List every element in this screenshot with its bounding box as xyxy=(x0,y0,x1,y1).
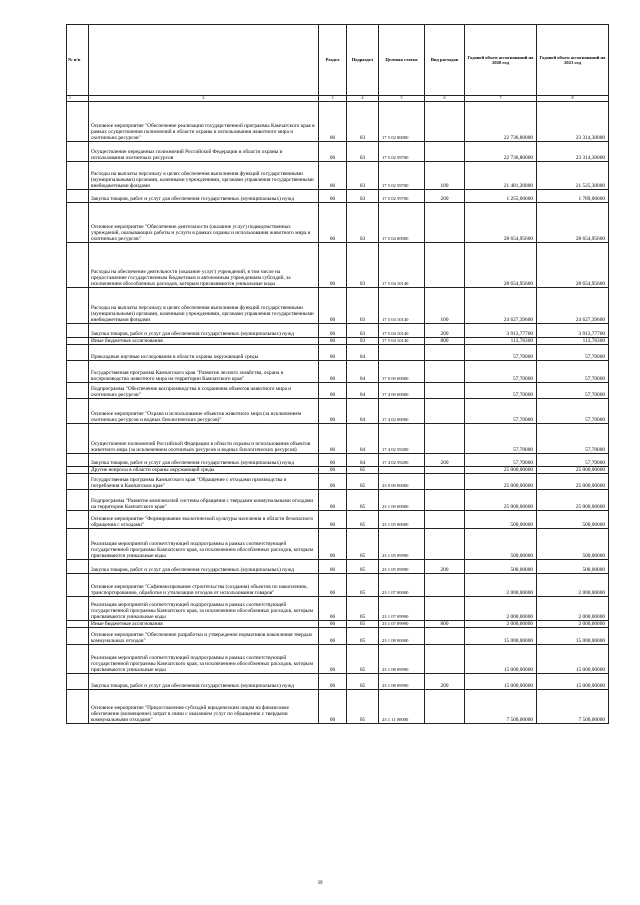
razdel-cell: 06 xyxy=(319,620,347,627)
row-name-cell: Другие вопросы в области охраны окружающей среды xyxy=(89,466,319,473)
row-number-cell xyxy=(67,559,89,573)
row-number-cell xyxy=(67,596,89,620)
table-row xyxy=(67,202,609,242)
razdel-cell: 06 xyxy=(319,337,347,344)
podrazdel-cell: 04 xyxy=(347,398,379,423)
razdel-cell: 06 xyxy=(319,573,347,596)
col-number: 4 xyxy=(347,96,379,102)
razdel-cell: 06 xyxy=(319,453,347,466)
volume-2021-cell: 3 913,77700 xyxy=(537,323,609,337)
razdel-cell: 06 xyxy=(319,673,347,689)
volume-2020-cell: 15 000,00000 xyxy=(465,644,537,673)
table-row xyxy=(67,337,609,344)
podrazdel-cell: 03 xyxy=(347,287,379,323)
expense-type-cell: 800 xyxy=(425,337,465,344)
podrazdel-cell: 05 xyxy=(347,473,379,489)
header-target-article: Целевая статья xyxy=(379,25,425,96)
volume-2020-cell: 500,00000 xyxy=(465,528,537,559)
expense-type-cell xyxy=(425,202,465,242)
expense-type-cell: 200 xyxy=(425,673,465,689)
volume-2020-cell: 28 654,95600 xyxy=(465,242,537,287)
razdel-cell: 06 xyxy=(319,398,347,423)
podrazdel-cell: 03 xyxy=(347,189,379,202)
row-number-cell xyxy=(67,242,89,287)
razdel-cell: 06 xyxy=(319,344,347,360)
row-number-cell xyxy=(67,627,89,644)
table-row xyxy=(67,627,609,644)
row-number-cell xyxy=(67,510,89,528)
table-row xyxy=(67,453,609,466)
volume-2020-cell: 2 000,00000 xyxy=(465,620,537,627)
target-article-cell: 17 5 04 00000 xyxy=(379,202,425,242)
row-number-cell xyxy=(67,473,89,489)
expense-type-cell xyxy=(425,466,465,473)
razdel-cell: 06 xyxy=(319,382,347,398)
row-name-cell: Основное мероприятие "Обеспечение разработки и утверждение нормативов накопления твердых коммунальных отходов" xyxy=(89,627,319,644)
volume-2020-cell: 500,00000 xyxy=(465,510,537,528)
target-article-cell: 23 1 07 00000 xyxy=(379,573,425,596)
row-name-cell: Основное мероприятие "Обеспечение деятельности (оказание услуг) подведомственных учреждений, оказывающих работы и услуги в рамках охраны и использования животного мира и охотничьих ресурсов" xyxy=(89,202,319,242)
razdel-cell: 06 xyxy=(319,473,347,489)
razdel-cell: 06 xyxy=(319,323,347,337)
row-number-cell xyxy=(67,620,89,627)
row-name-cell: Реализация мероприятий соответствующей подпрограммы в рамках соответствующей государственной программы Камчатского края, за исключением обособленных расходов, которым присваиваются уникальные коды xyxy=(89,528,319,559)
podrazdel-cell: 05 xyxy=(347,510,379,528)
table-row xyxy=(67,398,609,423)
volume-2021-cell: 28 654,95600 xyxy=(537,202,609,242)
row-number-cell xyxy=(67,141,89,161)
volume-2020-cell: 2 000,00000 xyxy=(465,596,537,620)
volume-2020-cell: 500,00000 xyxy=(465,559,537,573)
budget-table xyxy=(66,24,609,724)
page-number: 39 xyxy=(317,881,323,886)
col-number: 6 xyxy=(425,96,465,102)
row-number-cell xyxy=(67,382,89,398)
row-name-cell: Закупка товаров, работ и услуг для обеспечения государственных (муниципальных) нужд xyxy=(89,323,319,337)
volume-2020-cell: 22 736,80000 xyxy=(465,141,537,161)
volume-2021-cell: 24 627,39600 xyxy=(537,287,609,323)
podrazdel-cell: 03 xyxy=(347,161,379,189)
razdel-cell: 06 xyxy=(319,202,347,242)
target-article-cell: 23 1 05 09990 xyxy=(379,528,425,559)
podrazdel-cell: 05 xyxy=(347,689,379,723)
header-volume-2021: Годовой объем ассигнований на 2021 год xyxy=(537,25,609,96)
volume-2020-cell: 25 000,00000 xyxy=(465,489,537,510)
target-article-cell: 23 1 05 00000 xyxy=(379,510,425,528)
volume-2021-cell: 25 000,00000 xyxy=(537,466,609,473)
table-row xyxy=(67,689,609,723)
target-article-cell: 17 5 02 59700 xyxy=(379,189,425,202)
podrazdel-cell: 04 xyxy=(347,423,379,453)
volume-2021-cell: 25 000,00000 xyxy=(537,473,609,489)
volume-2020-cell: 25 000,00000 xyxy=(465,466,537,473)
volume-2021-cell: 500,00000 xyxy=(537,559,609,573)
target-article-cell xyxy=(379,344,425,360)
volume-2020-cell: 24 627,39600 xyxy=(465,287,537,323)
table-row xyxy=(67,510,609,528)
table-row xyxy=(67,528,609,559)
podrazdel-cell: 04 xyxy=(347,360,379,382)
podrazdel-cell: 05 xyxy=(347,573,379,596)
podrazdel-cell: 05 xyxy=(347,466,379,473)
razdel-cell: 06 xyxy=(319,141,347,161)
volume-2020-cell: 3 913,77700 xyxy=(465,323,537,337)
row-name-cell: Подпрограмма "Развитие комплексной системы обращения с твердыми коммунальными отходами на территории Камчатского края" xyxy=(89,489,319,510)
volume-2021-cell: 113,78300 xyxy=(537,337,609,344)
row-name-cell: Расходы на обеспечение деятельности (оказание услуг) учреждений, в том числе на предоставление государственным бюджетным и автономным учреждениям субсидий, за исключением обособленных расходов, которым присваиваются уникальные коды xyxy=(89,242,319,287)
volume-2021-cell: 500,00000 xyxy=(537,510,609,528)
podrazdel-cell: 04 xyxy=(347,344,379,360)
row-name-cell: Реализация мероприятий соответствующей подпрограммы в рамках соответствующей государственной программы Камчатского края, за исключением обособленных расходов, которым присваиваются уникальные коды xyxy=(89,644,319,673)
row-number-cell xyxy=(67,453,89,466)
razdel-cell: 06 xyxy=(319,287,347,323)
expense-type-cell: 200 xyxy=(425,323,465,337)
target-article-cell: 17 5 04 10140 xyxy=(379,287,425,323)
col-number: 5 xyxy=(379,96,425,102)
volume-2021-cell: 23 314,30000 xyxy=(537,141,609,161)
target-article-cell: 17 0 00 00000 xyxy=(379,360,425,382)
volume-2020-cell: 57,70000 xyxy=(465,453,537,466)
row-number-cell xyxy=(67,689,89,723)
col-number: 3 xyxy=(319,96,347,102)
podrazdel-cell: 03 xyxy=(347,323,379,337)
row-name-cell: Осуществление полномочий Российской Федерации в области охраны и использования объектов животного мира (за исключением охотничьих ресурсов и водных биологических ресурсов) xyxy=(89,423,319,453)
razdel-cell: 06 xyxy=(319,510,347,528)
expense-type-cell: 100 xyxy=(425,161,465,189)
target-article-cell: 17 5 04 10140 xyxy=(379,242,425,287)
header-razdel: Раздел xyxy=(319,25,347,96)
podrazdel-cell: 05 xyxy=(347,627,379,644)
row-number-cell xyxy=(67,573,89,596)
header-expense-type: Вид расходов xyxy=(425,25,465,96)
budget-table-sheet xyxy=(66,24,608,724)
row-number-cell xyxy=(67,398,89,423)
table-row xyxy=(67,473,609,489)
row-name-cell: Расходы на выплаты персоналу в целях обеспечения выполнения функций государственными (муниципальными) органами, казенными учреждениями, органами управления государственными внебюджетными фондами xyxy=(89,161,319,189)
expense-type-cell xyxy=(425,398,465,423)
expense-type-cell xyxy=(425,596,465,620)
row-name-cell: Расходы на выплаты персоналу в целях обеспечения выполнения функций государственными (муниципальными) органами, казенными учреждениями, органами управления государственными внебюджетными фондами xyxy=(89,287,319,323)
podrazdel-cell: 05 xyxy=(347,620,379,627)
target-article-cell: 23 1 07 09990 xyxy=(379,596,425,620)
row-number-cell xyxy=(67,528,89,559)
row-name-cell: Реализация мероприятий соответствующей подпрограммы в рамках соответствующей государственной программы Камчатского края, за исключением обособленных расходов, которым присваиваются уникальные коды xyxy=(89,596,319,620)
row-number-cell xyxy=(67,161,89,189)
table-header xyxy=(67,25,609,102)
razdel-cell: 06 xyxy=(319,423,347,453)
row-number-cell xyxy=(67,101,89,141)
table-row xyxy=(67,423,609,453)
target-article-cell: 23 1 08 09990 xyxy=(379,673,425,689)
volume-2020-cell: 21 481,20000 xyxy=(465,161,537,189)
row-name-cell: Закупка товаров, работ и услуг для обеспечения государственных (муниципальных) нужд xyxy=(89,559,319,573)
podrazdel-cell: 05 xyxy=(347,559,379,573)
header-name xyxy=(89,25,319,96)
podrazdel-cell: 05 xyxy=(347,673,379,689)
row-name-cell: Осуществление переданных полномочий Российской Федерации в области охраны и использования охотничьих ресурсов xyxy=(89,141,319,161)
row-name-cell: Основное мероприятие "Охрана и использование объектов животного мира (за исключением охотничьих ресурсов и водных биологических ресурсов)" xyxy=(89,398,319,423)
col-number: 8 xyxy=(537,96,609,102)
expense-type-cell xyxy=(425,689,465,723)
podrazdel-cell: 03 xyxy=(347,101,379,141)
volume-2020-cell: 57,70000 xyxy=(465,398,537,423)
target-article-cell: 23 1 00 00000 xyxy=(379,489,425,510)
row-number-cell xyxy=(67,202,89,242)
row-name-cell: Основное мероприятие "Предоставление субсидий юридическим лицам на финансовое обеспечение (возмещение) затрат в связи с оказанием услуг по обращению с твердыми коммунальными отходами" xyxy=(89,689,319,723)
expense-type-cell xyxy=(425,242,465,287)
expense-type-cell xyxy=(425,101,465,141)
volume-2021-cell: 57,70000 xyxy=(537,360,609,382)
expense-type-cell xyxy=(425,644,465,673)
volume-2021-cell: 25 000,00000 xyxy=(537,489,609,510)
table-row xyxy=(67,644,609,673)
table-row xyxy=(67,573,609,596)
expense-type-cell xyxy=(425,627,465,644)
row-number-cell xyxy=(67,337,89,344)
table-row xyxy=(67,382,609,398)
table-row xyxy=(67,242,609,287)
volume-2021-cell: 500,00000 xyxy=(537,528,609,559)
header-podrazdel: Подраздел xyxy=(347,25,379,96)
table-body xyxy=(67,101,609,723)
razdel-cell: 06 xyxy=(319,466,347,473)
target-article-cell: 17 5 02 59700 xyxy=(379,161,425,189)
row-name-cell: Государственная программа Камчатского края "Развитие лесного хозяйства, охрана и воспроизводство животного мира на территории Камчатского края" xyxy=(89,360,319,382)
razdel-cell: 06 xyxy=(319,242,347,287)
razdel-cell: 06 xyxy=(319,596,347,620)
row-number-cell xyxy=(67,323,89,337)
volume-2021-cell: 2 000,00000 xyxy=(537,620,609,627)
expense-type-cell xyxy=(425,423,465,453)
target-article-cell: 23 1 05 09990 xyxy=(379,559,425,573)
expense-type-cell xyxy=(425,528,465,559)
volume-2020-cell: 57,70000 xyxy=(465,423,537,453)
row-name-cell: Иные бюджетные ассигнования xyxy=(89,337,319,344)
razdel-cell: 06 xyxy=(319,101,347,141)
volume-2021-cell: 1 789,00000 xyxy=(537,189,609,202)
table-row xyxy=(67,620,609,627)
target-article-cell: 23 0 00 00000 xyxy=(379,473,425,489)
volume-2020-cell: 15 000,00000 xyxy=(465,673,537,689)
volume-2020-cell: 7 500,00000 xyxy=(465,689,537,723)
table-row xyxy=(67,287,609,323)
razdel-cell: 06 xyxy=(319,360,347,382)
row-name-cell: Прикладные научные исследования в области охраны окружающей среды xyxy=(89,344,319,360)
row-name-cell: Основное мероприятие "Обеспечение реализации государственной программы Камчатского края в рамках осуществления полномочий в области охраны и использования животного мира и охотничьих ресурсов" xyxy=(89,101,319,141)
volume-2021-cell: 57,70000 xyxy=(537,423,609,453)
row-name-cell: Основное мероприятие "Формирование экологической культуры населения в области безопасного обращения с отходами" xyxy=(89,510,319,528)
podrazdel-cell: 03 xyxy=(347,242,379,287)
table-row xyxy=(67,141,609,161)
row-name-cell: Основное мероприятие "Софинансирование строительства (создания) объектов по накоплению, транспортированию, обработке и утилизации отходов от использования товаров" xyxy=(89,573,319,596)
volume-2021-cell: 2 000,00000 xyxy=(537,596,609,620)
expense-type-cell xyxy=(425,510,465,528)
target-article-cell: 17 5 02 59700 xyxy=(379,141,425,161)
volume-2021-cell: 23 314,30000 xyxy=(537,101,609,141)
volume-2021-cell: 15 000,00000 xyxy=(537,673,609,689)
row-number-cell xyxy=(67,344,89,360)
volume-2020-cell: 2 000,00000 xyxy=(465,573,537,596)
podrazdel-cell: 05 xyxy=(347,489,379,510)
podrazdel-cell: 03 xyxy=(347,202,379,242)
volume-2020-cell: 28 654,95600 xyxy=(465,202,537,242)
volume-2021-cell: 7 500,00000 xyxy=(537,689,609,723)
target-article-cell: 17 4 02 59200 xyxy=(379,453,425,466)
podrazdel-cell: 03 xyxy=(347,141,379,161)
expense-type-cell: 200 xyxy=(425,453,465,466)
expense-type-cell: 200 xyxy=(425,559,465,573)
razdel-cell: 06 xyxy=(319,189,347,202)
table-row xyxy=(67,596,609,620)
table-row xyxy=(67,189,609,202)
row-name-cell: Подпрограмма "Обеспечение воспроизводства и сохранения объектов животного мира и охотничьих ресурсов" xyxy=(89,382,319,398)
row-number-cell xyxy=(67,489,89,510)
row-number-cell xyxy=(67,189,89,202)
table-row xyxy=(67,559,609,573)
volume-2021-cell: 15 000,00000 xyxy=(537,627,609,644)
expense-type-cell xyxy=(425,473,465,489)
volume-2020-cell: 113,78300 xyxy=(465,337,537,344)
target-article-cell: 17 4 02 59200 xyxy=(379,423,425,453)
volume-2020-cell: 15 000,00000 xyxy=(465,627,537,644)
expense-type-cell xyxy=(425,141,465,161)
table-row xyxy=(67,466,609,473)
row-number-cell xyxy=(67,423,89,453)
target-article-cell: 23 1 08 09990 xyxy=(379,644,425,673)
target-article-cell: 17 5 04 10140 xyxy=(379,323,425,337)
volume-2020-cell: 57,70000 xyxy=(465,382,537,398)
target-article-cell: 23 1 08 00000 xyxy=(379,627,425,644)
razdel-cell: 06 xyxy=(319,161,347,189)
header-num: № п/п xyxy=(67,25,89,96)
expense-type-cell xyxy=(425,360,465,382)
volume-2020-cell: 25 000,00000 xyxy=(465,473,537,489)
target-article-cell: 17 4 02 00000 xyxy=(379,398,425,423)
volume-2020-cell: 1 255,60000 xyxy=(465,189,537,202)
razdel-cell: 06 xyxy=(319,559,347,573)
expense-type-cell xyxy=(425,489,465,510)
podrazdel-cell: 05 xyxy=(347,596,379,620)
volume-2021-cell: 21 525,30000 xyxy=(537,161,609,189)
row-number-cell xyxy=(67,287,89,323)
table-row xyxy=(67,161,609,189)
expense-type-cell xyxy=(425,344,465,360)
row-name-cell: Закупка товаров, работ и услуг для обеспечения государственных (муниципальных) нужд xyxy=(89,453,319,466)
podrazdel-cell: 05 xyxy=(347,644,379,673)
expense-type-cell xyxy=(425,382,465,398)
row-name-cell: Государственная программа Камчатского края "Обращение с отходами производства и потребления в Камчатском крае" xyxy=(89,473,319,489)
expense-type-cell: 800 xyxy=(425,620,465,627)
table-row xyxy=(67,673,609,689)
table-row xyxy=(67,360,609,382)
table-row xyxy=(67,489,609,510)
table-row xyxy=(67,101,609,141)
razdel-cell: 06 xyxy=(319,644,347,673)
podrazdel-cell: 03 xyxy=(347,337,379,344)
razdel-cell: 06 xyxy=(319,489,347,510)
target-article-cell: 17 5 04 10140 xyxy=(379,337,425,344)
volume-2021-cell: 57,70000 xyxy=(537,398,609,423)
razdel-cell: 06 xyxy=(319,528,347,559)
podrazdel-cell: 04 xyxy=(347,453,379,466)
podrazdel-cell: 05 xyxy=(347,528,379,559)
target-article-cell: 23 1 07 09990 xyxy=(379,620,425,627)
expense-type-cell: 200 xyxy=(425,189,465,202)
volume-2021-cell: 15 000,00000 xyxy=(537,644,609,673)
volume-2020-cell: 57,70000 xyxy=(465,360,537,382)
volume-2021-cell: 57,70000 xyxy=(537,344,609,360)
volume-2021-cell: 57,70000 xyxy=(537,453,609,466)
row-name-cell: Закупка товаров, работ и услуг для обеспечения государственных (муниципальных) нужд xyxy=(89,673,319,689)
col-number: 1 xyxy=(67,96,89,102)
expense-type-cell xyxy=(425,573,465,596)
volume-2020-cell: 22 736,80000 xyxy=(465,101,537,141)
volume-2020-cell: 57,70000 xyxy=(465,344,537,360)
row-number-cell xyxy=(67,360,89,382)
podrazdel-cell: 04 xyxy=(347,382,379,398)
row-number-cell xyxy=(67,644,89,673)
row-number-cell xyxy=(67,673,89,689)
razdel-cell: 06 xyxy=(319,627,347,644)
table-row xyxy=(67,323,609,337)
col-number: 7 xyxy=(465,96,537,102)
volume-2021-cell: 57,70000 xyxy=(537,382,609,398)
target-article-cell: 17 4 00 00000 xyxy=(379,382,425,398)
target-article-cell xyxy=(379,466,425,473)
row-name-cell: Закупка товаров, работ и услуг для обеспечения государственных (муниципальных) нужд xyxy=(89,189,319,202)
target-article-cell: 23 1 11 00000 xyxy=(379,689,425,723)
razdel-cell: 06 xyxy=(319,689,347,723)
target-article-cell: 17 5 02 00000 xyxy=(379,101,425,141)
expense-type-cell: 100 xyxy=(425,287,465,323)
volume-2021-cell: 2 000,00000 xyxy=(537,573,609,596)
col-number: 2 xyxy=(89,96,319,102)
header-volume-2020: Годовой объем ассигнований на 2020 год xyxy=(465,25,537,96)
volume-2021-cell: 28 654,95600 xyxy=(537,242,609,287)
table-row xyxy=(67,344,609,360)
row-number-cell xyxy=(67,466,89,473)
row-name-cell: Иные бюджетные ассигнования xyxy=(89,620,319,627)
